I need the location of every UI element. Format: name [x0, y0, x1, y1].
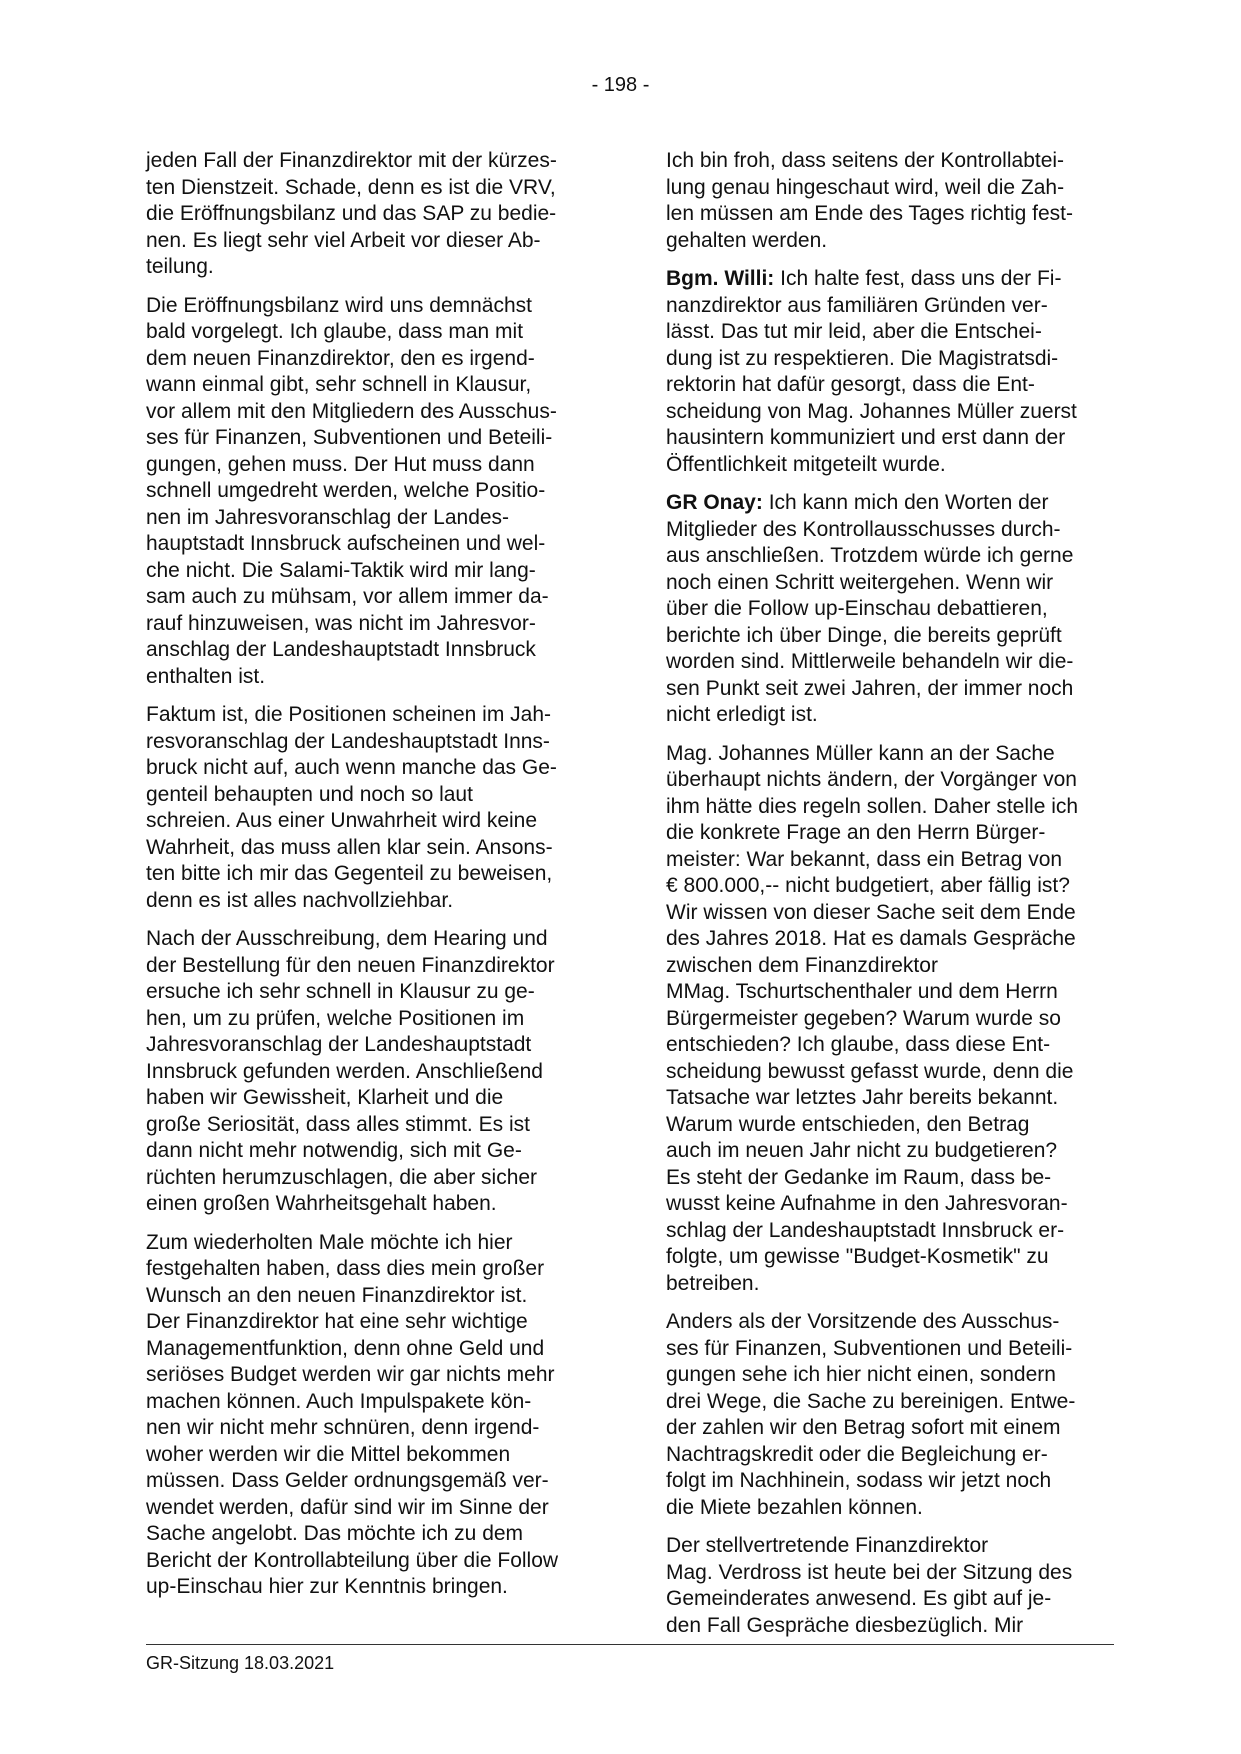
- text-line: Ich halte fest, dass uns der Fi-: [774, 267, 1062, 290]
- text-line: Managementfunktion, denn ohne Geld und: [146, 1336, 545, 1360]
- text-line: Nachtragskredit oder die Begleichung er-: [666, 1442, 1048, 1466]
- text-line: schnell umgedreht werden, welche Positio-: [146, 479, 546, 502]
- text-line: nen wir nicht mehr schnüren, denn irgend-: [146, 1416, 540, 1439]
- left-column: [146, 148, 592, 1613]
- text-line: dung ist zu respektieren. Die Magistratsdi-: [666, 346, 1059, 370]
- text-line: seriöses Budget werden wir gar nichts mehr: [146, 1363, 555, 1386]
- text-line: haben wir Gewissheit, Klarheit und die: [146, 1086, 504, 1109]
- text-line: Die Eröffnungsbilanz wird uns demnächst: [146, 293, 532, 317]
- text-line: wann einmal gibt, sehr schnell in Klausur,: [146, 373, 532, 396]
- text-line: Zum wiederholten Male möchte ich hier: [146, 1230, 513, 1254]
- text-line: Anders als der Vorsitzende des Ausschus-: [666, 1310, 1060, 1333]
- text-line: nicht erledigt ist.: [666, 703, 818, 726]
- text-line: scheidung bewusst gefasst wurde, denn die: [666, 1059, 1074, 1083]
- text-line: rüchten herumzuschlagen, die aber sicher: [146, 1165, 538, 1189]
- text-line: up-Einschau hier zur Kenntnis bringen.: [146, 1575, 508, 1598]
- text-line: Tatsache war letztes Jahr bereits bekannt.: [666, 1086, 1059, 1109]
- text-line: lässt. Das tut mir leid, aber die Entschei-: [666, 320, 1042, 343]
- text-line: teilung.: [146, 255, 214, 278]
- text-line: dem neuen Finanzdirektor, den es irgend-: [146, 346, 535, 370]
- text-line: sen Punkt seit zwei Jahren, der immer noch: [666, 676, 1074, 700]
- text-line: denn es ist alles nachvollziehbar.: [146, 888, 454, 912]
- paragraph: [146, 702, 592, 914]
- text-line: ses für Finanzen, Subventionen und Beteili-: [146, 426, 553, 449]
- paragraph: [146, 293, 592, 691]
- text-line: über die Follow up-Einschau debattieren,: [666, 597, 1048, 620]
- text-line: vor allem mit den Mitgliedern des Ausschus-: [146, 399, 557, 423]
- text-line: enthalten ist.: [146, 664, 266, 688]
- paragraph: [146, 148, 592, 281]
- text-line: ihm hätte dies regeln sollen. Daher stelle ich: [666, 794, 1079, 818]
- text-line: Jahresvoranschlag der Landeshauptstadt: [146, 1033, 532, 1056]
- text-line: einen großen Wahrheitsgehalt haben.: [146, 1192, 497, 1215]
- text-line: che nicht. Die Salami-Taktik wird mir lang-: [146, 558, 536, 582]
- text-line: anschlag der Landeshauptstadt Innsbruck: [146, 638, 536, 661]
- text-line: € 800.000,-- nicht budgetiert, aber fällig ist?: [666, 874, 1070, 897]
- text-line: der zahlen wir den Betrag sofort mit einem: [666, 1416, 1061, 1439]
- text-line: gungen, gehen muss. Der Hut muss dann: [146, 452, 535, 476]
- text-line: die Miete bezahlen können.: [666, 1495, 923, 1519]
- text-line: Mag. Verdross ist heute bei der Sitzung des: [666, 1560, 1073, 1584]
- text-line: woher werden wir die Mittel bekommen: [146, 1442, 511, 1466]
- paragraph: [666, 266, 1112, 478]
- text-line: folgte, um gewisse "Budget-Kosmetik" zu: [666, 1245, 1049, 1268]
- text-line: Innsbruck gefunden werden. Anschließend: [146, 1059, 543, 1083]
- text-line: hen, um zu prüfen, welche Positionen im: [146, 1006, 525, 1030]
- text-line: gehalten werden.: [666, 228, 828, 252]
- right-column: [666, 148, 1112, 1651]
- text-line: folgt im Nachhinein, sodass wir jetzt noch: [666, 1469, 1052, 1492]
- text-line: der Bestellung für den neuen Finanzdirektor: [146, 953, 555, 977]
- paragraph: [146, 926, 592, 1218]
- text-line: ses für Finanzen, Subventionen und Beteili-: [666, 1336, 1073, 1360]
- text-line: gungen sehe ich hier nicht einen, sondern: [666, 1363, 1056, 1386]
- text-line: Ich bin froh, dass seitens der Kontrollabtei-: [666, 149, 1065, 172]
- text-line: scheidung von Mag. Johannes Müller zuerst: [666, 399, 1077, 423]
- text-line: ten Dienstzeit. Schade, denn es ist die VRV,: [146, 175, 556, 199]
- text-line: den Fall Gespräche diesbezüglich. Mir: [666, 1613, 1024, 1637]
- text-line: drei Wege, die Sache zu bereinigen. Entwe-: [666, 1389, 1076, 1413]
- text-line: genteil behaupten und noch so laut: [146, 782, 473, 806]
- paragraph: [666, 1533, 1112, 1639]
- speaker-name: Bgm. Willi:: [666, 267, 775, 290]
- paragraph: [666, 490, 1112, 729]
- text-line: Gemeinderates anwesend. Es gibt auf je-: [666, 1587, 1052, 1610]
- text-line: sam auch zu mühsam, vor allem immer da-: [146, 585, 549, 608]
- text-line: meister: War bekannt, dass ein Betrag von: [666, 847, 1063, 871]
- text-line: noch einen Schritt weitergehen. Wenn wir: [666, 570, 1054, 594]
- text-line: festgehalten haben, dass dies mein großer: [146, 1257, 545, 1280]
- text-line: betreiben.: [666, 1271, 760, 1295]
- text-line: Ich kann mich den Worten der: [762, 491, 1049, 514]
- text-line: die konkrete Frage an den Herrn Bürger-: [666, 821, 1046, 844]
- text-line: rektorin hat dafür gesorgt, dass die Ent-: [666, 373, 1035, 396]
- text-line: wusst keine Aufnahme in den Jahresvoran-: [666, 1192, 1068, 1215]
- text-line: worden sind. Mittlerweile behandeln wir die-: [666, 650, 1074, 673]
- text-line: müssen. Dass Gelder ordnungsgemäß ver-: [146, 1469, 549, 1492]
- text-line: Der Finanzdirektor hat eine sehr wichtige: [146, 1310, 528, 1333]
- text-line: nanzdirektor aus familiären Gründen ver-: [666, 293, 1048, 317]
- text-line: jeden Fall der Finanzdirektor mit der kürzes-: [146, 149, 557, 172]
- speaker-name: GR Onay:: [666, 491, 763, 514]
- text-line: Faktum ist, die Positionen scheinen im Jah-: [146, 703, 552, 726]
- text-line: schreien. Aus einer Unwahrheit wird keine: [146, 809, 538, 832]
- text-line: aus anschließen. Trotzdem würde ich gerne: [666, 544, 1074, 567]
- text-line: bald vorgelegt. Ich glaube, dass man mit: [146, 320, 524, 343]
- text-line: Wunsch an den neuen Finanzdirektor ist.: [146, 1283, 528, 1307]
- text-line: ersuche ich sehr schnell in Klausur zu ge-: [146, 980, 535, 1003]
- text-line: len müssen am Ende des Tages richtig fest-: [666, 202, 1073, 225]
- text-line: hauptstadt Innsbruck aufscheinen und wel-: [146, 532, 546, 555]
- paragraph: [666, 148, 1112, 254]
- text-line: ten bitte ich mir das Gegenteil zu beweisen,: [146, 862, 553, 885]
- text-line: Mitglieder des Kontrollausschusses durch-: [666, 517, 1061, 541]
- text-line: nen. Es liegt sehr viel Arbeit vor dieser Ab-: [146, 228, 541, 252]
- text-line: hausintern kommuniziert und erst dann der: [666, 426, 1066, 449]
- paragraph: [146, 1230, 592, 1601]
- text-line: zwischen dem Finanzdirektor: [666, 953, 938, 977]
- text-line: MMag. Tschurtschenthaler und dem Herrn: [666, 980, 1058, 1003]
- text-line: Wahrheit, das muss allen klar sein. Ansons-: [146, 835, 553, 859]
- text-line: resvoranschlag der Landeshauptstadt Inns-: [146, 729, 550, 753]
- text-line: lung genau hingeschaut wird, weil die Zah-: [666, 175, 1065, 199]
- text-line: bruck nicht auf, auch wenn manche das Ge-: [146, 756, 557, 779]
- text-line: Öffentlichkeit mitgeteilt wurde.: [666, 452, 946, 476]
- page-number: - 198 -: [591, 74, 650, 96]
- text-line: machen können. Auch Impulspakete kön-: [146, 1389, 532, 1413]
- text-line: rauf hinzuweisen, was nicht im Jahresvor-: [146, 611, 536, 635]
- text-line: Es steht der Gedanke im Raum, dass be-: [666, 1165, 1052, 1189]
- text-line: Warum wurde entschieden, den Betrag: [666, 1112, 1030, 1136]
- text-line: Der stellvertretende Finanzdirektor: [666, 1534, 989, 1557]
- paragraph: [666, 741, 1112, 1298]
- text-line: auch im neuen Jahr nicht zu budgetieren?: [666, 1139, 1058, 1162]
- text-line: dann nicht mehr notwendig, sich mit Ge-: [146, 1139, 522, 1162]
- text-line: Mag. Johannes Müller kann an der Sache: [666, 741, 1055, 765]
- text-line: schlag der Landeshauptstadt Innsbruck er-: [666, 1218, 1065, 1242]
- footer-rule: [146, 1644, 1114, 1645]
- text-line: Wir wissen von dieser Sache seit dem Ende: [666, 900, 1076, 924]
- text-line: des Jahres 2018. Hat es damals Gespräche: [666, 927, 1076, 950]
- text-line: Sache angelobt. Das möchte ich zu dem: [146, 1522, 524, 1545]
- text-line: wendet werden, dafür sind wir im Sinne der: [146, 1495, 549, 1519]
- footer-text: GR-Sitzung 18.03.2021: [146, 1653, 335, 1673]
- paragraph: [666, 1309, 1112, 1521]
- text-line: große Seriosität, dass alles stimmt. Es ist: [146, 1112, 530, 1136]
- text-line: entschieden? Ich glaube, dass diese Ent-: [666, 1033, 1051, 1056]
- text-line: Bericht der Kontrollabteilung über die Follow: [146, 1548, 559, 1572]
- text-line: Bürgermeister gegeben? Warum wurde so: [666, 1006, 1061, 1030]
- text-line: Nach der Ausschreibung, dem Hearing und: [146, 927, 548, 950]
- text-line: berichte ich über Dinge, die bereits geprüft: [666, 623, 1062, 647]
- text-line: überhaupt nichts ändern, der Vorgänger von: [666, 768, 1077, 791]
- text-line: nen im Jahresvoranschlag der Landes-: [146, 505, 510, 529]
- text-line: die Eröffnungsbilanz und das SAP zu bedie-: [146, 202, 557, 225]
